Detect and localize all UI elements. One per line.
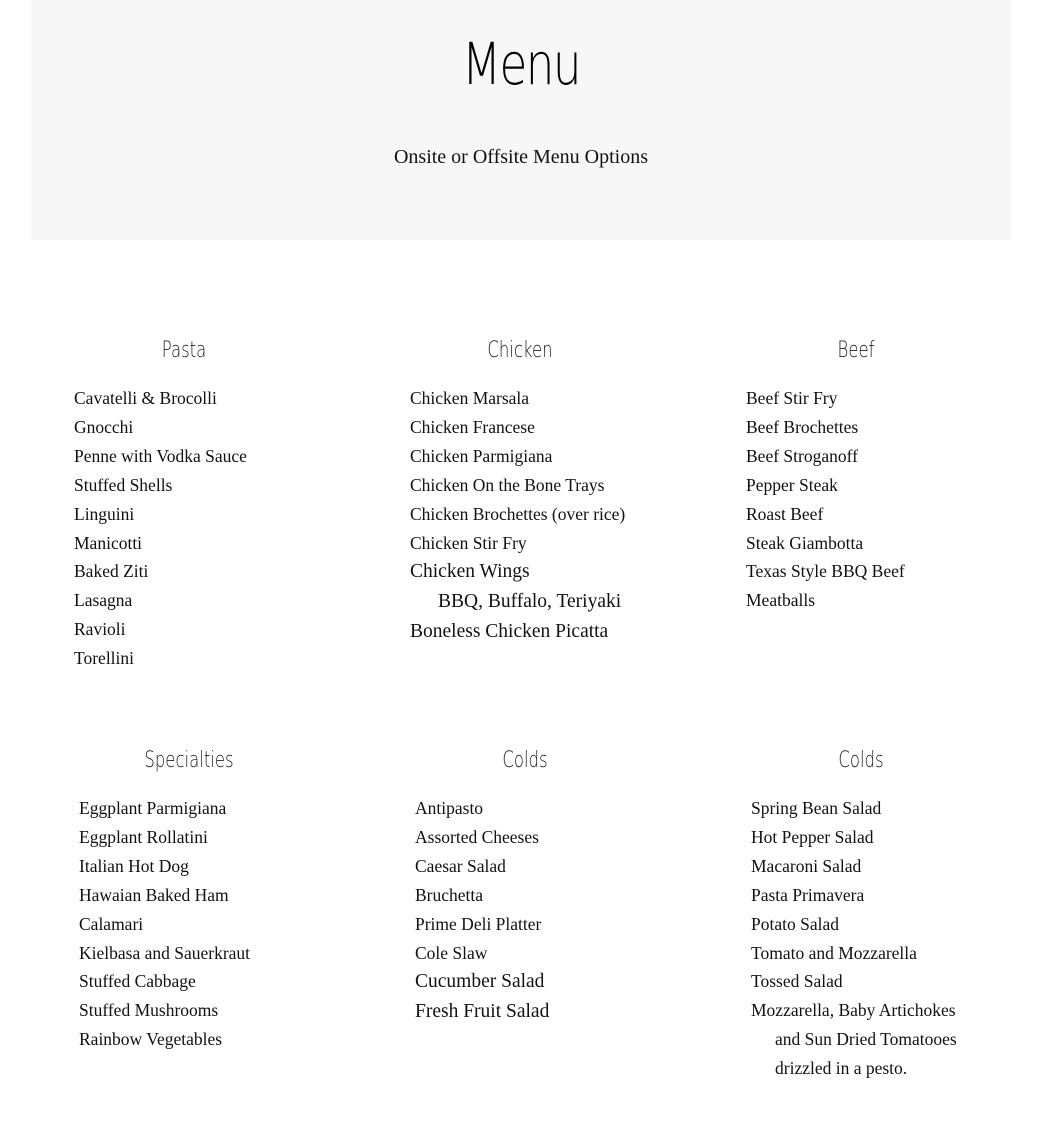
- menu-item: Penne with Vodka Sauce: [74, 445, 247, 466]
- section-chicken: [370, 336, 670, 647]
- menu-item-detail: BBQ, Buffalo, Teriyaki: [438, 591, 622, 613]
- menu-item: Texas Style BBQ Beef: [746, 561, 905, 582]
- menu-item: Chicken Francese: [410, 416, 535, 437]
- section-heading: Beef: [837, 338, 875, 363]
- menu-item: Chicken Marsala: [410, 388, 530, 408]
- menu-item-detail: drizzled in a pesto.: [775, 1058, 908, 1079]
- menu-item: Kielbasa and Sauerkraut: [79, 942, 251, 963]
- menu-item: Gnocchi: [74, 416, 134, 437]
- menu-item: Lasagna: [74, 590, 133, 611]
- menu-item: Prime Deli Platter: [415, 913, 542, 934]
- menu-item: Manicotti: [74, 532, 143, 553]
- menu-item: Fresh Fruit Salad: [415, 1001, 550, 1023]
- section-pasta: [34, 336, 334, 673]
- section-heading: Specialties: [144, 748, 234, 773]
- section-heading: Chicken: [487, 338, 553, 363]
- menu-item: Chicken Stir Fry: [410, 532, 527, 553]
- menu-item: Stuffed Cabbage: [79, 971, 196, 992]
- menu-item: Italian Hot Dog: [79, 855, 189, 876]
- menu-item: Pepper Steak: [746, 474, 838, 495]
- menu-item: Cavatelli & Brocolli: [74, 388, 217, 408]
- menu-item: Spring Bean Salad: [751, 798, 882, 818]
- section-heading: Pasta: [161, 338, 207, 363]
- page-subtitle: Onsite or Offsite Menu Options: [393, 146, 649, 168]
- menu-item: Torellini: [74, 648, 135, 669]
- menu-item: Beef Stir Fry: [746, 388, 838, 408]
- menu-item: Beef Stroganoff: [746, 445, 858, 466]
- menu-item: Ravioli: [74, 619, 126, 640]
- section-heading: Colds: [838, 748, 884, 773]
- section-colds-2: [711, 746, 1011, 1083]
- menu-item: Baked Ziti: [74, 561, 149, 582]
- menu-item: Bruchetta: [415, 884, 484, 905]
- section-specialties: [39, 746, 339, 1054]
- menu-item: Assorted Cheeses: [415, 826, 539, 847]
- menu-item: Chicken Brochettes (over rice): [410, 503, 626, 524]
- menu-item: Eggplant Parmigiana: [79, 798, 227, 818]
- menu-item: Antipasto: [415, 798, 484, 818]
- section-colds: [375, 746, 675, 1027]
- menu-item: Tossed Salad: [751, 971, 843, 992]
- menu-item: Linguini: [74, 503, 135, 524]
- menu-item: Cucumber Salad: [415, 971, 545, 993]
- menu-item: Caesar Salad: [415, 855, 506, 876]
- menu-item: Cole Slaw: [415, 942, 488, 963]
- menu-item-detail: and Sun Dried Tomatooes: [775, 1029, 957, 1050]
- menu-item: Tomato and Mozzarella: [751, 942, 917, 963]
- menu-item: Chicken Parmigiana: [410, 445, 553, 466]
- page-title: Menu: [462, 30, 580, 98]
- menu-item: Eggplant Rollatini: [79, 826, 208, 847]
- menu-item: Chicken On the Bone Trays: [410, 474, 605, 495]
- menu-item: Stuffed Mushrooms: [79, 1000, 219, 1021]
- menu-item: Steak Giambotta: [746, 532, 864, 553]
- menu-item: Stuffed Shells: [74, 474, 173, 495]
- menu-item: Chicken Wings: [410, 561, 530, 583]
- menu-item: Calamari: [79, 913, 144, 934]
- menu-item: Hot Pepper Salad: [751, 826, 874, 847]
- menu-item: Hawaian Baked Ham: [79, 884, 229, 905]
- menu-item: Macaroni Salad: [751, 855, 862, 876]
- menu-item: Pasta Primavera: [751, 884, 865, 905]
- menu-item: Roast Beef: [746, 503, 824, 524]
- menu-item: Meatballs: [746, 590, 816, 611]
- menu-item: Mozzarella, Baby Artichokes: [751, 1000, 956, 1021]
- menu-item: Beef Brochettes: [746, 416, 859, 437]
- menu-header: [31, 0, 1011, 240]
- menu-item: Potato Salad: [751, 913, 839, 934]
- menu-item: Boneless Chicken Picatta: [410, 621, 609, 643]
- section-heading: Colds: [502, 748, 548, 773]
- menu-item: Rainbow Vegetables: [79, 1029, 223, 1050]
- section-beef: [706, 336, 1006, 615]
